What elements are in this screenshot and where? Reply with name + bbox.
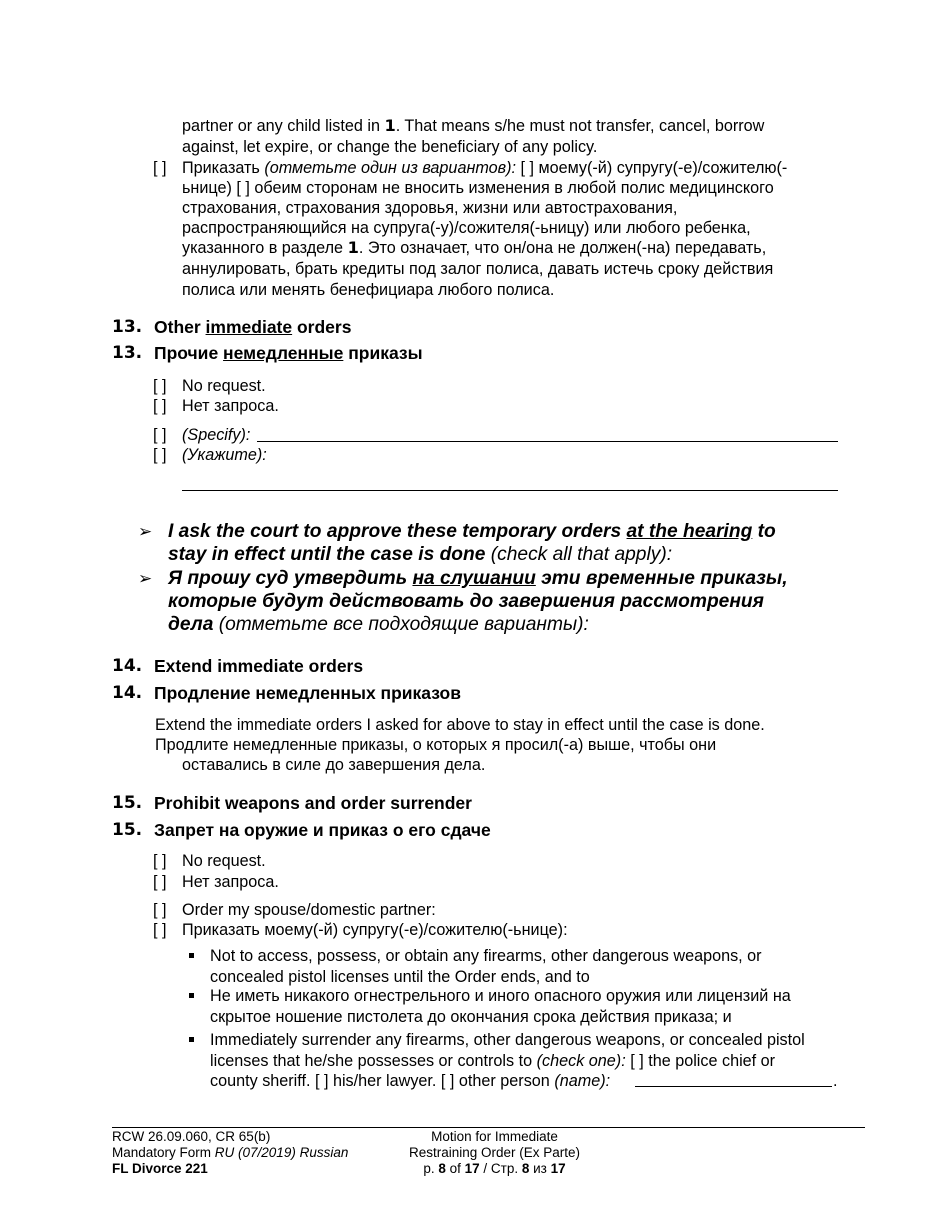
item13-no-request-en: No request. [182,377,266,395]
ask-court-en: I ask the court to approve these temporary orders at the hearing to stay in effect until the case is done (check all that apply): [168,521,776,565]
item14-text-ru-line2: оставались в силе до завершения дела. [182,756,486,774]
item12-ru-line2: ьнице) [ ] обеим сторонам не вносить изменения в любой полис медицинского [182,179,774,197]
section-13-title-ru: Прочие немедленные приказы [154,343,423,363]
footer-center: Motion for Immediate Restraining Order (Ex Parte) p. 8 of 17 / Стр. 8 из 17 [408,1129,581,1176]
section-14-title-en: Extend immediate orders [154,656,364,676]
section-13-number-ru: 13. [112,343,143,363]
bullet-icon [189,1037,194,1042]
item15-order-ru: Приказать моему(-й) супругу(-е)/сожителю(-ьнице): [182,921,568,939]
section-14-number-ru: 14. [112,683,143,703]
footer-left: RCW 26.09.060, CR 65(b) Mandatory Form RU (07/2019) Russian FL Divorce 221 [112,1129,349,1176]
checkbox-15-no-request[interactable]: [ ] [153,852,167,870]
item12-ru-line5: указанного в разделе 1. Это означает, что он/она не должен(-на) передавать, [182,238,767,257]
section-14-number: 14. [112,656,143,676]
item13-specify-ru: (Укажите): [182,446,267,464]
item14-text-ru-line1: Продлите немедленные приказы, о которых я просил(-а) выше, чтобы они [155,736,717,754]
section-15-number-ru: 15. [112,820,143,840]
section-15-title-en: Prohibit weapons and order surrender [154,793,472,813]
bullet-icon [189,953,194,958]
specify-input-line[interactable] [257,441,838,442]
bullet-icon [189,993,194,998]
section-15-number: 15. [112,793,143,813]
item12-en-line1: partner or any child listed in 1. That means s/he must not transfer, cancel, borrow [182,116,765,135]
item12-en-line2: against, let expire, or change the beneficiary of any policy. [182,138,598,156]
arrow-bullet-icon-ru: ➢ [138,569,153,589]
section-13-title-en: Other immediate orders [154,317,352,337]
footer-rule [112,1127,865,1128]
checkbox-15-no-request-ru[interactable]: [ ] [153,873,167,891]
item13-no-request-ru: Нет запроса. [182,397,279,415]
item15-bullet1-en: Not to access, possess, or obtain any firearms, other dangerous weapons, or concealed pistol licenses until the Order ends, and to [210,947,762,986]
section-14-title-ru: Продление немедленных приказов [154,683,461,703]
checkbox-order-insurance[interactable]: [ ] [153,159,167,177]
item15-no-request-ru: Нет запроса. [182,873,279,891]
item13-specify-en: (Specify): [182,426,251,444]
item15-bullet2: Immediately surrender any firearms, other dangerous weapons, or concealed pistol licenses that he/she possesses or controls to (check one): [ ] the police chief or county sheriff. [ ] his/her lawyer. [ ] other person (name): [210,1031,805,1090]
item12-ru-line3: страхования, страхования здоровья, жизни или автострахования, [182,199,678,217]
arrow-bullet-icon: ➢ [138,522,153,542]
item15-bullet1-ru: Не иметь никакого огнестрельного и иного опасного оружия или лицензий на скрытое ношение пистолета до окончания срока действия приказа; и [210,987,791,1026]
section-15-title-ru: Запрет на оружие и приказ о его сдаче [154,820,491,840]
item15-no-request-en: No request. [182,852,266,870]
specify-input-line-2[interactable] [182,490,838,491]
checkbox-15-order-ru[interactable]: [ ] [153,921,167,939]
section-13-number: 13. [112,317,143,337]
checkbox-13-no-request-ru[interactable]: [ ] [153,397,167,415]
checkbox-13-no-request[interactable]: [ ] [153,377,167,395]
item15-period: . [833,1072,838,1090]
ask-court-ru: Я прошу суд утвердить на слушании эти временные приказы, которые будут действовать до завершения рассмотрения дела (отметьте все подходящие варианты): [168,568,788,635]
checkbox-13-specify-ru[interactable]: [ ] [153,446,167,464]
item15-order-en: Order my spouse/domestic partner: [182,901,436,919]
item14-text-en: Extend the immediate orders I asked for above to stay in effect until the case is done. [155,716,765,734]
other-person-name-input-line[interactable] [635,1086,832,1087]
checkbox-15-order[interactable]: [ ] [153,901,167,919]
item12-ru-line7: полиса или менять бенефициара любого полиса. [182,281,555,299]
checkbox-13-specify[interactable]: [ ] [153,426,167,444]
item12-ru-line1: Приказать (отметьте один из вариантов): [ ] моему(-й) супругу(-е)/сожителю(- [182,159,788,177]
item12-ru-line4: распространяющийся на супруга(-у)/сожителя(-ьницу) или любого ребенка, [182,219,751,237]
item12-ru-line6: аннулировать, брать кредиты под залог полиса, давать истечь сроку действия [182,260,774,278]
